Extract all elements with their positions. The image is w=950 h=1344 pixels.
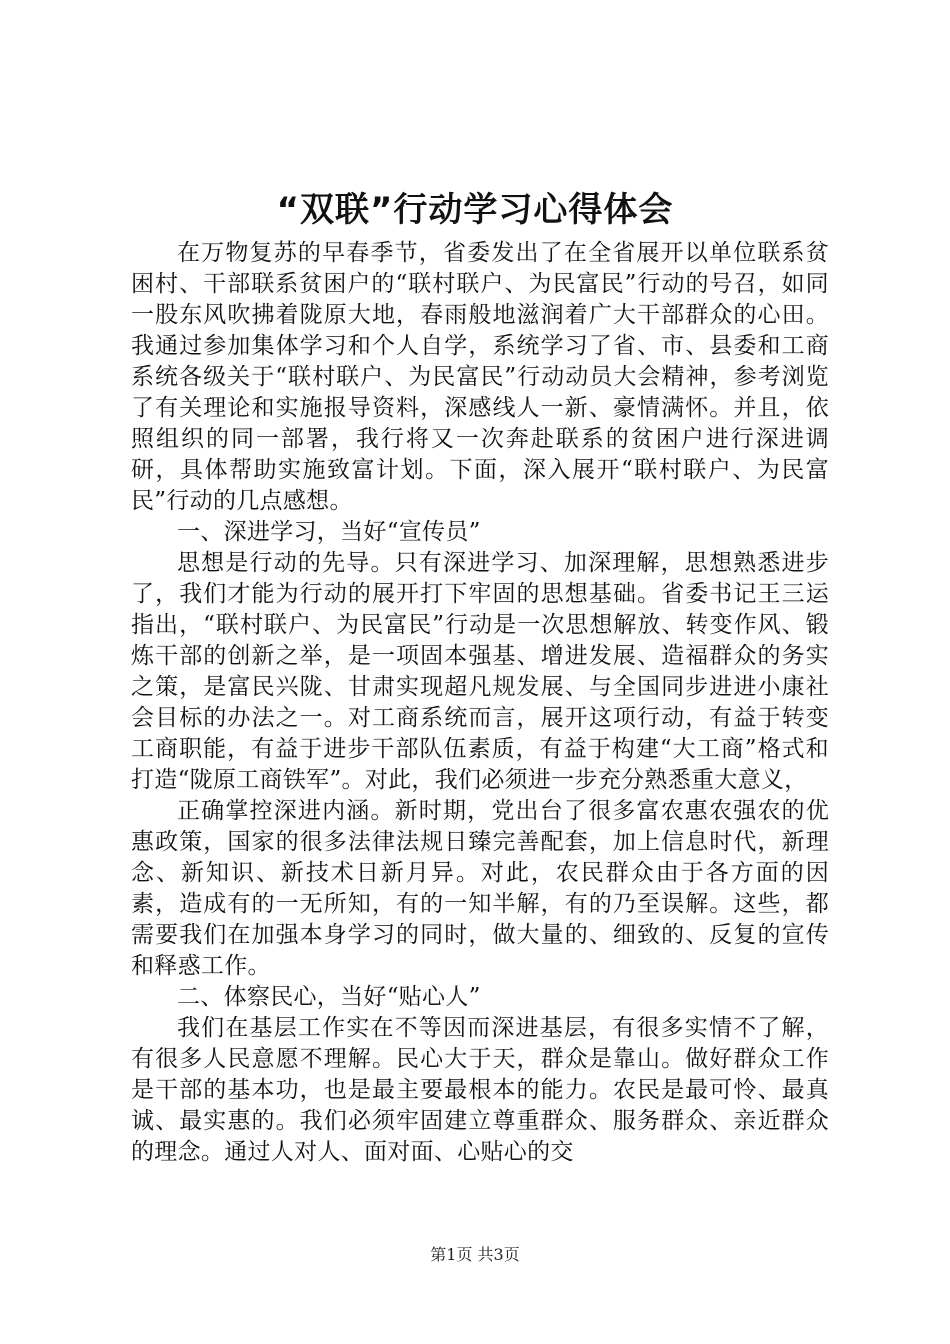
paragraph-section-1-continued: 正确掌控深进内涵。新时期，党出台了很多富农惠农强农的优惠政策，国家的很多法律法规日臻完善配套，加上信息时代，新理念、新知识、新技术日新月异。对此，农民群众由于各方面的因素，造成有的一无所知，有的一知半解，有的乃至误解。这些，都需要我们在加强本身学习的同时，做大量的、细致的、反复的宣传和释惑工作。 xyxy=(131,798,829,979)
document-body xyxy=(131,238,829,1168)
paragraph-section-1: 思想是行动的先导。只有深进学习、加深理解，思想熟悉进步了，我们才能为行动的展开打下牢固的思想基础。省委书记王三运指出，“联村联户、为民富民”行动是一次思想解放、转变作风、锻炼干部的创新之举，是一项固本强基、增进发展、造福群众的务实之策，是富民兴陇、甘肃实现超凡规发展、与全国同步进进小康社会目标的办法之一。对工商系统而言，展开这项行动，有益于转变工商职能，有益于进步干部队伍素质，有益于构建“大工商”格式和打造“陇原工商铁军”。对此，我们必须进一步充分熟悉重大意义， xyxy=(131,550,829,793)
page-number-footer: 第1页 共3页 xyxy=(430,1245,520,1264)
document-title: “双联”行动学习心得体会 xyxy=(276,190,674,230)
paragraph-section-2: 我们在基层工作实在不等因而深进基层，有很多实情不了解，有很多人民意愿不理解。民心大于天，群众是靠山。做好群众工作是干部的基本功，也是最主要最根本的能力。农民是最可怜、最真诚、最实惠的。我们必须牢固建立尊重群众、服务群众、亲近群众的理念。通过人对人、面对面、心贴心的交 xyxy=(131,1015,829,1165)
paragraph-intro: 在万物复苏的早春季节，省委发出了在全省展开以单位联系贫困村、干部联系贫困户的“联村联户、为民富民”行动的号召，如同一股东风吹拂着陇原大地，春雨般地滋润着广大干部群众的心田。我通过参加集体学习和个人自学，系统学习了省、市、县委和工商系统各级关于“联村联户、为民富民”行动动员大会精神，参考浏览了有关理论和实施报导资料，深感线人一新、豪情满怀。并且，依照组织的同一部署，我行将又一次奔赴联系的贫困户进行深进调研，具体帮助实施致富计划。下面，深入展开“联村联户、为民富民”行动的几点感想。 xyxy=(131,240,829,514)
section-heading-1: 一、深进学习，当好“宣传员” xyxy=(177,519,481,545)
section-heading-2: 二、体察民心，当好“贴心人” xyxy=(177,984,481,1010)
